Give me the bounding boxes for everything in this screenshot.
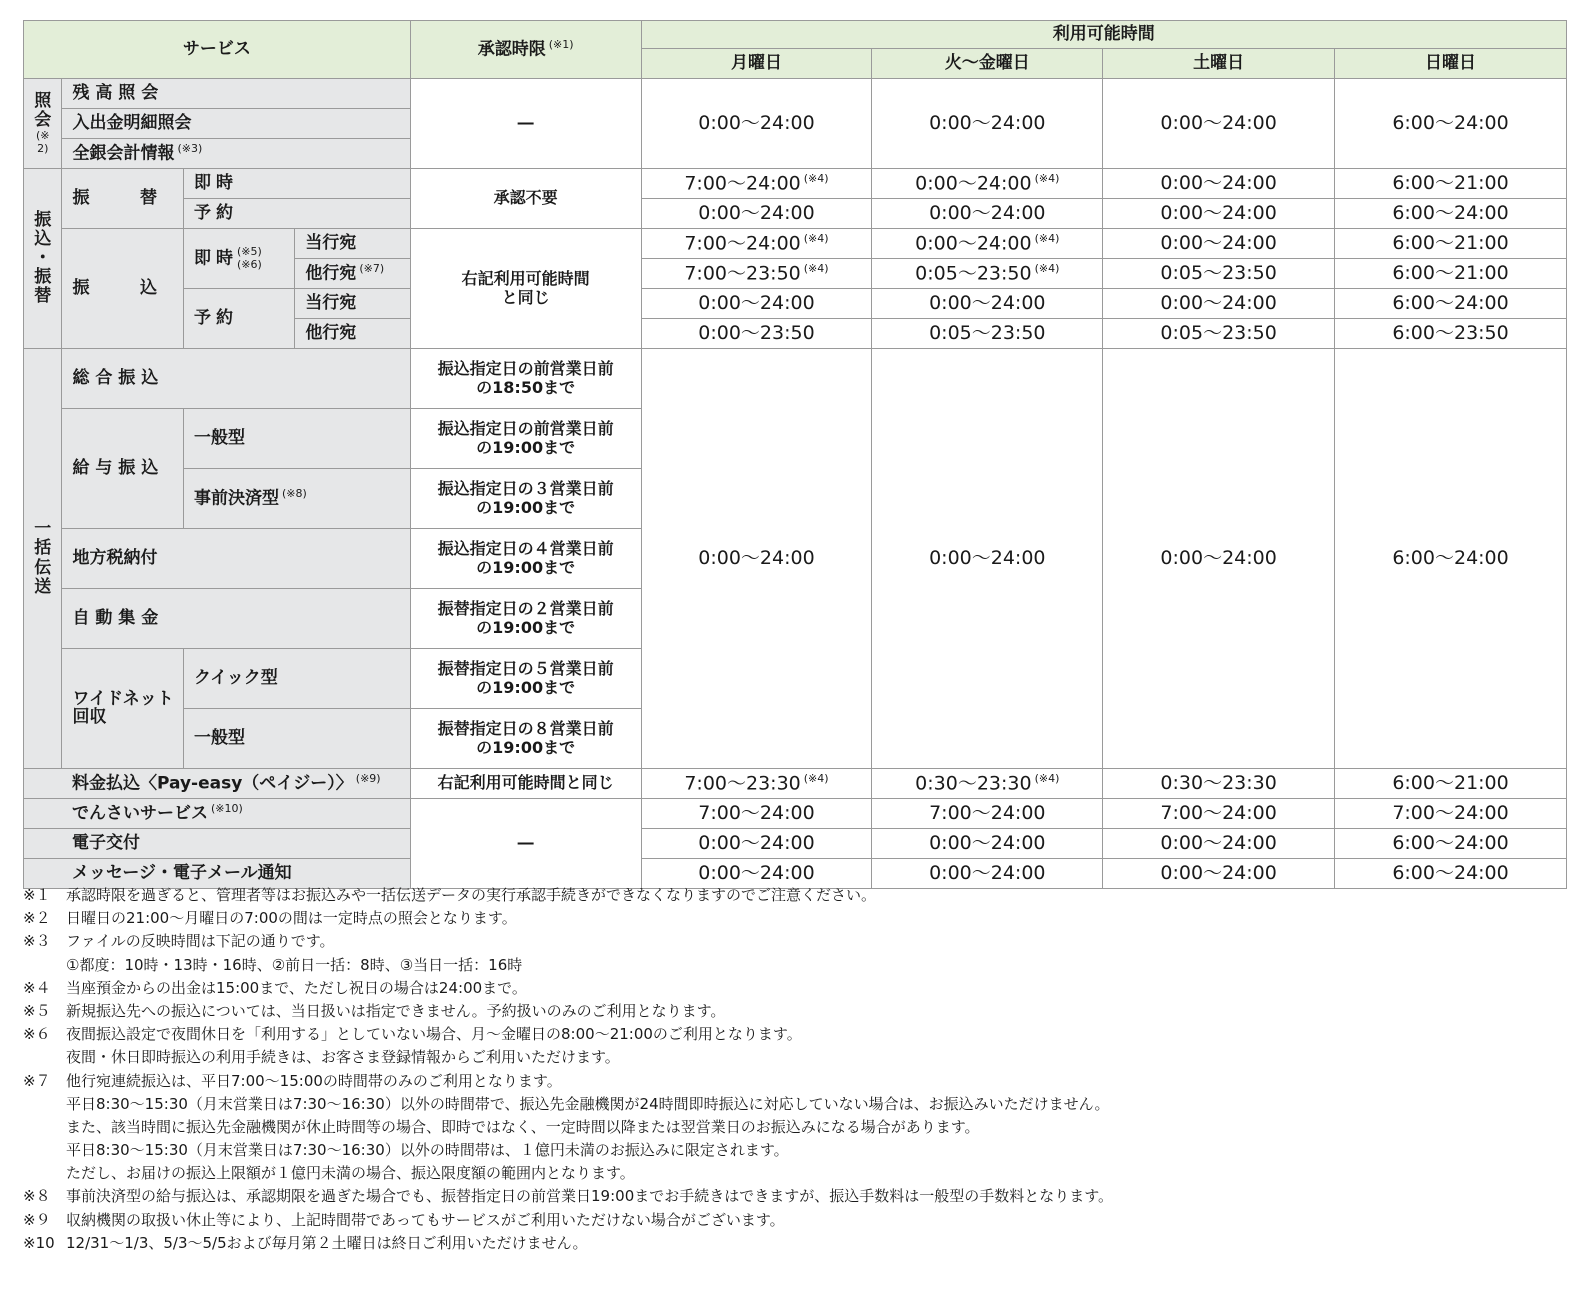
inquiry-zengin: 全銀会計情報 $^{(※3)}$ — [62, 139, 410, 169]
footnote: ただし、お届けの振込上限額が１億円未満の場合、振込限度額の範囲内となります。 — [66, 1164, 635, 1183]
header-sunday: 日曜日 — [1335, 49, 1567, 79]
time-cell: 0:00～24:00 — [641, 199, 872, 229]
time-cell: 7:00～24:00 — [1103, 799, 1335, 829]
furikomi-immediate: 即時 (※5) (※6) — [183, 229, 294, 289]
bulk-kyuyo-ippan: 一般型 — [183, 409, 410, 469]
time-cell: 0:00～24:00 — [1103, 229, 1335, 259]
footnote: ※８ 事前決済型の給与振込は、承認期限を過ぎた場合でも、振替指定日の前営業日19:00までお手続きはできますが、振込手数料は一般型の手数料となります。 — [23, 1187, 1114, 1206]
bulk-wide-ippan: 一般型 — [183, 709, 410, 769]
service-hours-table — [23, 20, 1567, 889]
furikomi-reserve: 予約 — [183, 289, 294, 349]
footnotes — [23, 884, 1567, 1255]
time-cell: 0:30～23:30 $^{(※4)}$ — [872, 769, 1103, 799]
time-cell: 6:00～21:00 — [1335, 769, 1567, 799]
inquiry-balance: 残 高 照 会 — [62, 79, 410, 109]
deadline-cell: 振込指定日の３営業日前 の19:00まで — [410, 469, 641, 529]
bulk-group-label: 一 括 伝 送 — [24, 349, 62, 769]
time-cell: 7:00～23:50 $^{(※4)}$ — [641, 259, 872, 289]
inquiry-statement: 入出金明細照会 — [62, 109, 410, 139]
bulk-kyuyo-jizen: 事前決済型 $^{(※8)}$ — [183, 469, 410, 529]
denshi-label: 電子交付 — [24, 829, 411, 859]
payeasy-label: 料金払込〈Pay-easy（ペイジー）〉 $^{(※9)}$ — [24, 769, 411, 799]
furikomi-reserve-own: 当行宛 — [295, 289, 410, 319]
bulk-chiho: 地方税納付 — [62, 529, 410, 589]
time-cell: 6:00～21:00 — [1335, 259, 1567, 289]
footnote: ①都度：10時・13時・16時、②前日一括：8時、③当日一括：16時 — [66, 955, 523, 974]
furikae-reserve: 予約 — [183, 199, 410, 229]
time-cell: 6:00～21:00 — [1335, 229, 1567, 259]
inquiry-time-tuefri: 0:00～24:00 — [872, 79, 1103, 169]
furikomi-label: 振 込 — [62, 229, 183, 349]
footnote: ※10 12/31～1/3、5/3～5/5および毎月第２土曜日は終日ご利用いただけません。 — [23, 1233, 588, 1252]
transfer-group-label: 振 込 ・ 振 替 — [24, 169, 62, 349]
header-availability: 利用可能時間 — [641, 21, 1566, 49]
time-cell: 0:05～23:50 — [1103, 319, 1335, 349]
time-cell: 0:00～24:00 — [872, 289, 1103, 319]
deadline-cell: 振込指定日の前営業日前 の18:50まで — [410, 349, 641, 409]
header-tue-fri: 火～金曜日 — [872, 49, 1103, 79]
time-cell: 6:00～24:00 — [1335, 199, 1567, 229]
footnote: ※５ 新規振込先への振込については、当日扱いは指定できません。予約扱いのみのご利用となります。 — [23, 1001, 726, 1020]
furikomi-reserve-other: 他行宛 — [295, 319, 410, 349]
bulk-time-tuefri: 0:00～24:00 — [872, 349, 1103, 769]
deadline-cell: 振替指定日の５営業日前 の19:00まで — [410, 649, 641, 709]
time-cell: 0:00～24:00 — [641, 859, 872, 889]
time-cell: 0:00～24:00 — [1103, 169, 1335, 199]
footnote: ※２ 日曜日の21:00～月曜日の7:00の間は一定時点の照会となります。 — [23, 909, 517, 928]
footnote: ※４ 当座預金からの出金は15:00まで、ただし祝日の場合は24:00まで。 — [23, 978, 527, 997]
time-cell: 0:00～24:00 — [1103, 199, 1335, 229]
time-cell: 0:00～24:00 — [641, 829, 872, 859]
header-saturday: 土曜日 — [1103, 49, 1335, 79]
header-approval: 承認時限 $^{(※1)}$ — [410, 21, 641, 79]
furikae-approval: 承認不要 — [410, 169, 641, 229]
time-cell: 0:00～24:00 $^{(※4)}$ — [872, 169, 1103, 199]
footnote: ※７ 他行宛連続振込は、平日7:00～15:00の時間帯のみのご利用となります。 — [23, 1071, 562, 1090]
bulk-time-sun: 6:00～24:00 — [1335, 349, 1567, 769]
inquiry-time-sat: 0:00～24:00 — [1103, 79, 1335, 169]
bulk-sogo: 総 合 振 込 — [62, 349, 410, 409]
payeasy-approval: 右記利用可能時間と同じ — [410, 769, 641, 799]
time-cell: 7:00～24:00 $^{(※4)}$ — [641, 229, 872, 259]
bulk-wide: ワイドネット 回収 — [62, 649, 183, 769]
time-cell: 7:00～24:00 — [641, 799, 872, 829]
time-cell: 0:00～24:00 — [872, 859, 1103, 889]
deadline-cell: 振込指定日の前営業日前 の19:00まで — [410, 409, 641, 469]
time-cell: 7:00～23:30 $^{(※4)}$ — [641, 769, 872, 799]
bulk-wide-quick: クイック型 — [183, 649, 410, 709]
deadline-cell: 振替指定日の８営業日前 の19:00まで — [410, 709, 641, 769]
time-cell: 0:05～23:50 — [1103, 259, 1335, 289]
time-cell: 6:00～24:00 — [1335, 859, 1567, 889]
footnote: また、該当時間に振込先金融機関が休止時間等の場合、即時ではなく、一定時間以降または翌営業日のお振込みになる場合があります。 — [66, 1117, 980, 1136]
header-service: サービス — [24, 21, 411, 79]
deadline-cell: 振替指定日の２営業日前 の19:00まで — [410, 589, 641, 649]
time-cell: 0:00～23:50 — [641, 319, 872, 349]
time-cell: 7:00～24:00 $^{(※4)}$ — [641, 169, 872, 199]
furikae-immediate: 即時 — [183, 169, 410, 199]
header-monday: 月曜日 — [641, 49, 872, 79]
footnote: ※９ 収納機関の取扱い休止等により、上記時間帯であってもサービスがご利用いただけない場合がございます。 — [23, 1210, 785, 1229]
inquiry-time-mon: 0:00～24:00 — [641, 79, 872, 169]
inquiry-approval: ― — [410, 79, 641, 169]
deadline-cell: 振込指定日の４営業日前 の19:00まで — [410, 529, 641, 589]
time-cell: 0:00～24:00 $^{(※4)}$ — [872, 229, 1103, 259]
message-label: メッセージ・電子メール通知 — [24, 859, 411, 889]
furikae-label: 振 替 — [62, 169, 183, 229]
time-cell: 6:00～24:00 — [1335, 289, 1567, 319]
footnote: ※６ 夜間振込設定で夜間休日を「利用する」としていない場合、月～金曜日の8:00～21:00のご利用となります。 — [23, 1025, 802, 1044]
bulk-jido: 自 動 集 金 — [62, 589, 410, 649]
footnote: ※３ ファイルの反映時間は下記の通りです。 — [23, 932, 335, 951]
bulk-time-mon: 0:00～24:00 — [641, 349, 872, 769]
furikomi-immediate-other: 他行宛 $^{(※7)}$ — [295, 259, 410, 289]
footnote: ※１ 承認時限を過ぎると、管理者等はお振込みや一括伝送データの実行承認手続きができなくなりますのでご注意ください。 — [23, 886, 877, 904]
time-cell: 6:00～24:00 — [1335, 829, 1567, 859]
time-cell: 7:00～24:00 — [1335, 799, 1567, 829]
others-approval: ― — [410, 799, 641, 889]
footnote: 夜間・休日即時振込の利用手続きは、お客さま登録情報からご利用いただけます。 — [66, 1048, 620, 1067]
footnote: 平日8:30～15:30（月末営業日は7:30～16:30）以外の時間帯で、振込先金融機関が24時間即時振込に対応していない場合は、お振込みいただけません。 — [66, 1094, 1110, 1113]
time-cell: 0:05～23:50 — [872, 319, 1103, 349]
inquiry-time-sun: 6:00～24:00 — [1335, 79, 1567, 169]
furikomi-approval: 右記利用可能時間 と同じ — [410, 229, 641, 349]
time-cell: 0:05～23:50 $^{(※4)}$ — [872, 259, 1103, 289]
time-cell: 6:00～21:00 — [1335, 169, 1567, 199]
bulk-kyuyo: 給 与 振 込 — [62, 409, 183, 529]
time-cell: 6:00～23:50 — [1335, 319, 1567, 349]
time-cell: 0:00～24:00 — [1103, 829, 1335, 859]
time-cell: 0:00～24:00 — [1103, 289, 1335, 319]
furikomi-immediate-own: 当行宛 — [295, 229, 410, 259]
time-cell: 0:00～24:00 — [872, 199, 1103, 229]
footnote: 平日8:30～15:30（月末営業日は7:30～16:30）以外の時間帯は、１億円未満のお振込みに限定されます。 — [66, 1141, 789, 1160]
inquiry-group-label: 照 会 (※ 2) — [24, 79, 62, 169]
time-cell: 0:00～24:00 — [872, 829, 1103, 859]
densai-label: でんさいサービス $^{(※10)}$ — [24, 799, 411, 829]
time-cell: 7:00～24:00 — [872, 799, 1103, 829]
time-cell: 0:00～24:00 — [1103, 859, 1335, 889]
bulk-time-sat: 0:00～24:00 — [1103, 349, 1335, 769]
time-cell: 0:00～24:00 — [641, 289, 872, 319]
time-cell: 0:30～23:30 — [1103, 769, 1335, 799]
